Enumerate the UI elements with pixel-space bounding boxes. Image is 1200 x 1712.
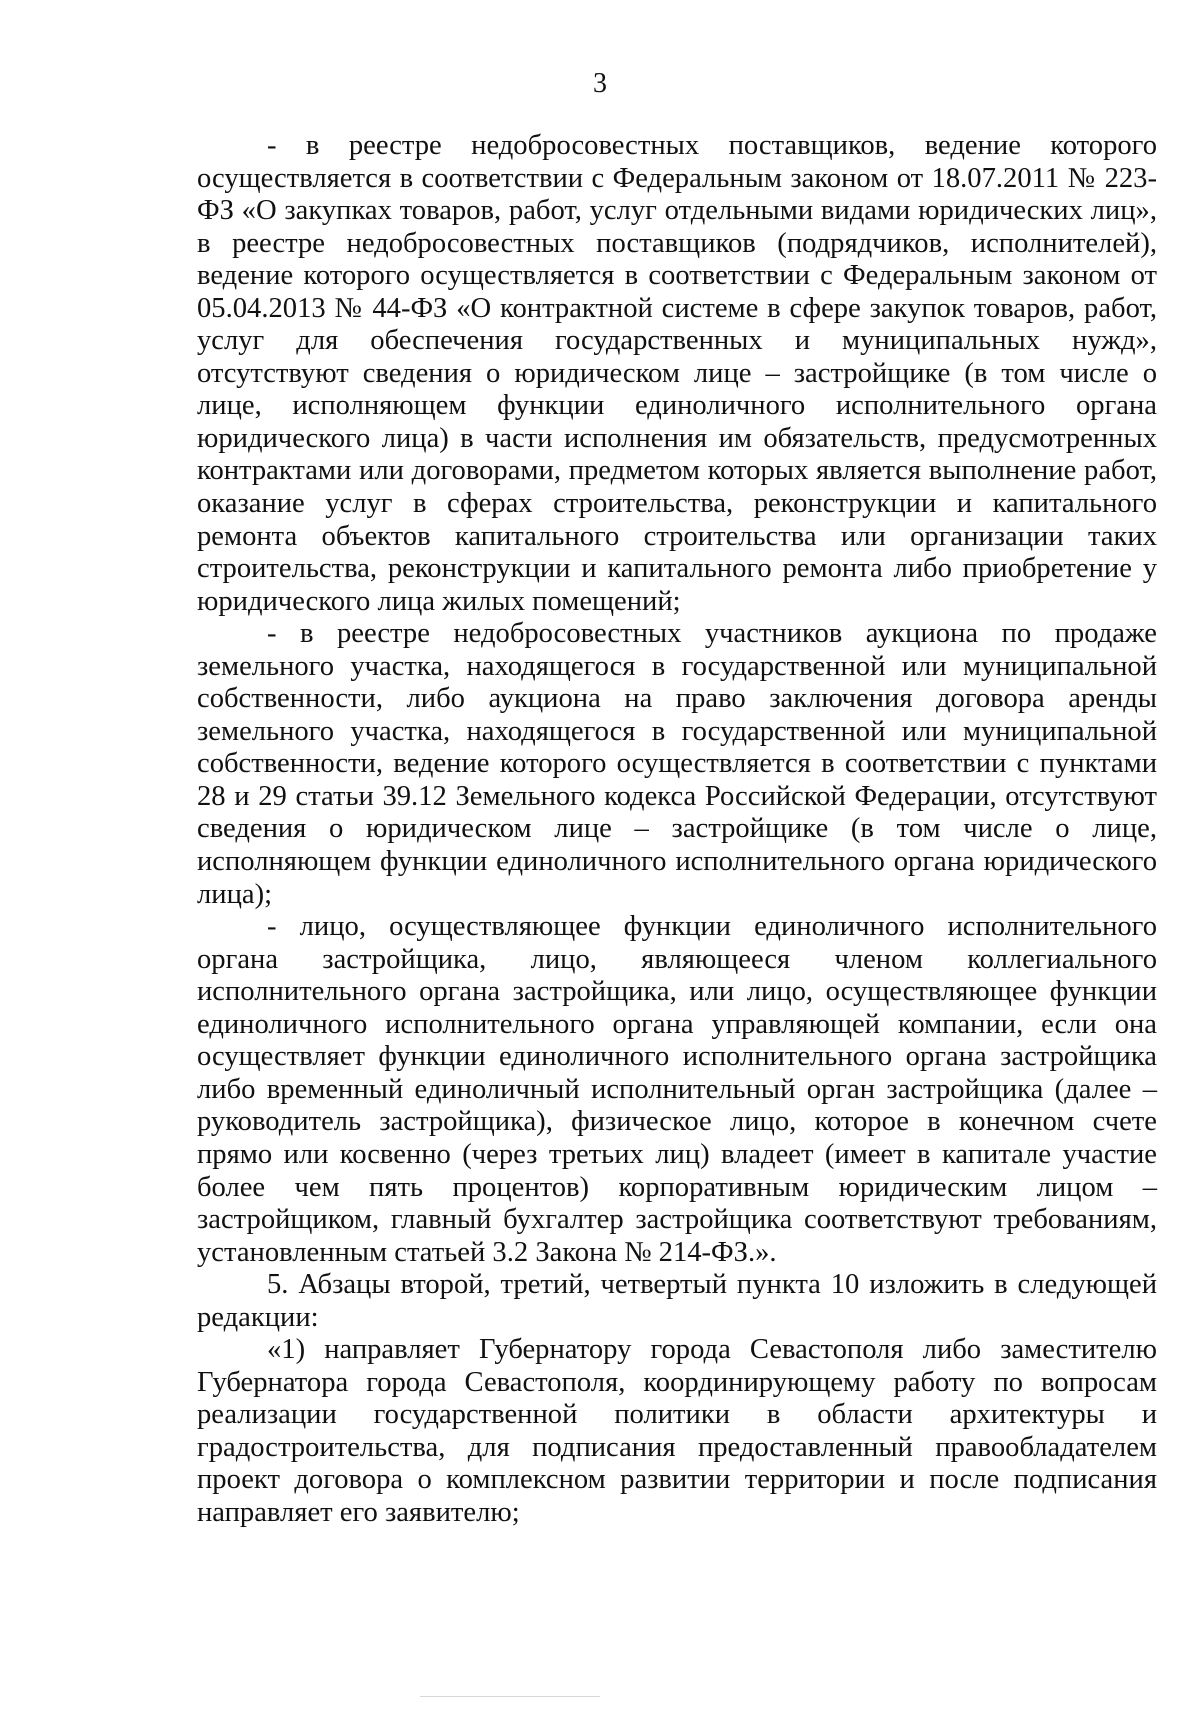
paragraph-subitem-1: «1) направляет Губернатору города Севастополя либо заместителю Губернатора города Севастополя, координирующему работу по вопросам реализации государственной политики в области архитектуры и градостроительства, для подписания предоставленный правообладателем проект договора о комплексном развитии территории и после подписания направляет его заявителю;: [197, 1334, 1157, 1528]
paragraph-item-5: 5. Абзацы второй, третий, четвертый пункта 10 изложить в следующей редакции:: [197, 1269, 1157, 1333]
paragraph-developer-head-requirements: - лицо, осуществляющее функции единоличного исполнительного органа застройщика, лицо, являющееся членом коллегиального исполнительного органа застройщика, или лицо, осуществляющее функции единоличного исполнительного органа управляющей компании, если она осуществляет функции единоличного исполнительного органа застройщика либо временный единоличный исполнительный орган застройщика (далее – руководитель застройщика), физическое лицо, которое в конечном счете прямо или косвенно (через третьих лиц) владеет (имеет в капитале участие более чем пять процентов) корпоративным юридическим лицом – застройщиком, главный бухгалтер застройщика соответствуют требованиям, установленным статьей 3.2 Закона № 214-ФЗ.».: [197, 911, 1157, 1268]
scan-edge-mark: [420, 1696, 600, 1699]
document-body: [197, 130, 1157, 1530]
page-number: 3: [593, 68, 607, 99]
paragraph-unscrupulous-auction-participants-registry: - в реестре недобросовестных участников аукциона по продаже земельного участка, находящегося в государственной или муниципальной собственности, либо аукциона на право заключения договора аренды земельного участка, находящегося в государственной или муниципальной собственности, ведение которого осуществляется в соответствии с пунктами 28 и 29 статьи 39.12 Земельного кодекса Российской Федерации, отсутствуют сведения о юридическом лице – застройщике (в том числе о лице, исполняющем функции единоличного исполнительного органа юридического лица);: [197, 618, 1157, 910]
paragraph-unscrupulous-suppliers-registry: - в реестре недобросовестных поставщиков, ведение которого осуществляется в соответствии с Федеральным законом от 18.07.2011 № 223-ФЗ «О закупках товаров, работ, услуг отдельными видами юридических лиц», в реестре недобросовестных поставщиков (подрядчиков, исполнителей), ведение которого осуществляется в соответствии с Федеральным законом от 05.04.2013 № 44-ФЗ «О контрактной системе в сфере закупок товаров, работ, услуг для обеспечения государственных и муниципальных нужд», отсутствуют сведения о юридическом лице – застройщике (в том числе о лице, исполняющем функции единоличного исполнительного органа юридического лица) в части исполнения им обязательств, предусмотренных контрактами или договорами, предметом которых является выполнение работ, оказание услуг в сферах строительства, реконструкции и капитального ремонта объектов капитального строительства или организации таких строительства, реконструкции и капитального ремонта либо приобретение у юридического лица жилых помещений;: [197, 130, 1157, 617]
